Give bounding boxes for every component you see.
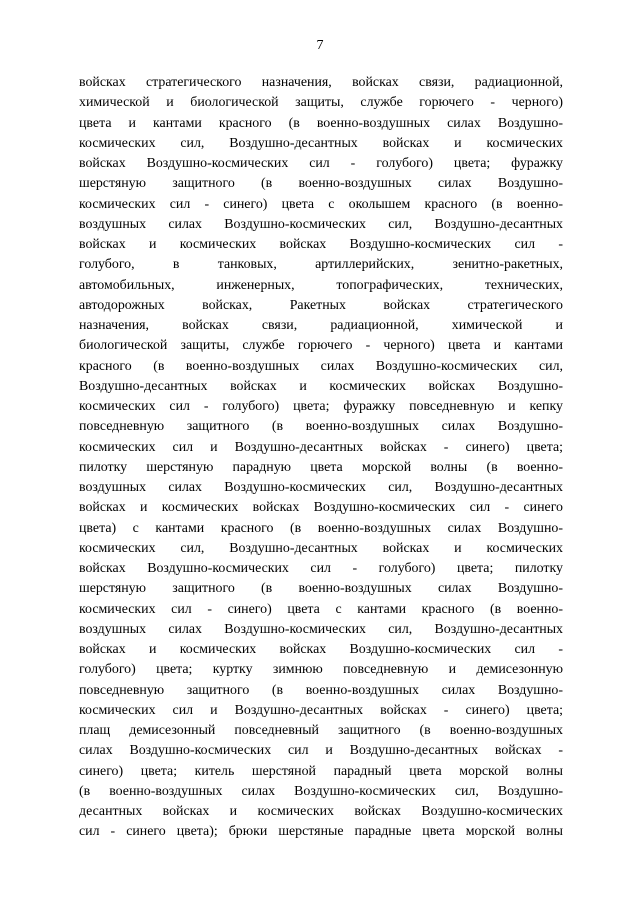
text-line: космических сил - синего) цвета с околышем красного (в военно-: [79, 196, 563, 212]
text-line: химической и биологической защиты, службе горючего - черного): [79, 95, 563, 111]
text-line: автомобильных, инженерных, топографических, технических,: [79, 277, 563, 293]
text-line: синего) цвета; китель шерстяной парадный цвета морской волны: [79, 763, 563, 779]
page-number: 7: [316, 38, 324, 53]
text-line: шерстяную защитного (в военно-воздушных силах Воздушно-: [79, 176, 563, 192]
text-line: плащ демисезонный повседневный защитного (в военно-воздушных: [79, 723, 563, 738]
text-line: войсках и космических войсках Воздушно-космических сил - синего: [79, 500, 563, 516]
text-line: войсках стратегического назначения, войсках связи, радиационной,: [79, 75, 563, 90]
text-line: назначения, войсках связи, радиационной, химической и: [79, 318, 563, 333]
text-line: голубого, в танковых, артиллерийских, зенитно-ракетных,: [79, 257, 563, 273]
text-line: космических сил и Воздушно-десантных войсках - синего) цвета;: [79, 439, 563, 455]
text-line: войсках Воздушно-космических сил - голубого) цвета; пилотку: [79, 561, 563, 576]
text-line: (в военно-воздушных силах Воздушно-космических сил, Воздушно-: [79, 783, 563, 799]
text-line: сил - синего цвета); брюки шерстяные парадные цвета морской волны: [79, 824, 563, 840]
text-line: шерстяную защитного (в военно-воздушных силах Воздушно-: [79, 581, 563, 597]
text-line: повседневную защитного (в военно-воздушных силах Воздушно-: [79, 419, 563, 435]
text-line: космических сил, Воздушно-десантных войсках и космических: [79, 540, 563, 556]
text-line: красного (в военно-воздушных силах Воздушно-космических сил,: [79, 358, 563, 374]
text-line: Воздушно-десантных войсках и космических войсках Воздушно-: [79, 378, 563, 394]
text-line: войсках Воздушно-космических сил - голубого) цвета; фуражку: [79, 156, 563, 171]
text-line: голубого) цвета; куртку зимнюю повседневную и демисезонную: [79, 662, 563, 678]
text-line: войсках и космических войсках Воздушно-космических сил -: [79, 642, 563, 657]
text-line: войсках и космических войсках Воздушно-космических сил -: [79, 237, 563, 252]
body-text: [79, 73, 563, 843]
text-line: пилотку шерстяную парадную цвета морской волны (в военно-: [79, 459, 563, 475]
text-line: десантных войсках и космических войсках Воздушно-космических: [79, 804, 563, 819]
text-line: цвета) с кантами красного (в военно-воздушных силах Воздушно-: [79, 520, 563, 536]
text-line: космических сил, Воздушно-десантных войсках и космических: [79, 135, 563, 151]
text-line: космических сил - синего) цвета с кантами красного (в военно-: [79, 601, 563, 617]
text-line: повседневную защитного (в военно-воздушных силах Воздушно-: [79, 682, 563, 698]
text-line: воздушных силах Воздушно-космических сил, Воздушно-десантных: [79, 621, 563, 637]
text-line: силах Воздушно-космических сил и Воздушно-десантных войсках -: [79, 743, 563, 759]
text-line: космических сил - голубого) цвета; фуражку повседневную и кепку: [79, 399, 563, 414]
text-line: космических сил и Воздушно-десантных войсках - синего) цвета;: [79, 702, 563, 718]
text-line: цвета и кантами красного (в военно-воздушных силах Воздушно-: [79, 115, 563, 131]
text-line: автодорожных войсках, Ракетных войсках стратегического: [79, 297, 563, 313]
text-line: воздушных силах Воздушно-космических сил, Воздушно-десантных: [79, 480, 563, 495]
text-line: воздушных силах Воздушно-космических сил, Воздушно-десантных: [79, 216, 563, 232]
text-line: биологической защиты, службе горючего - черного) цвета и кантами: [79, 338, 563, 354]
